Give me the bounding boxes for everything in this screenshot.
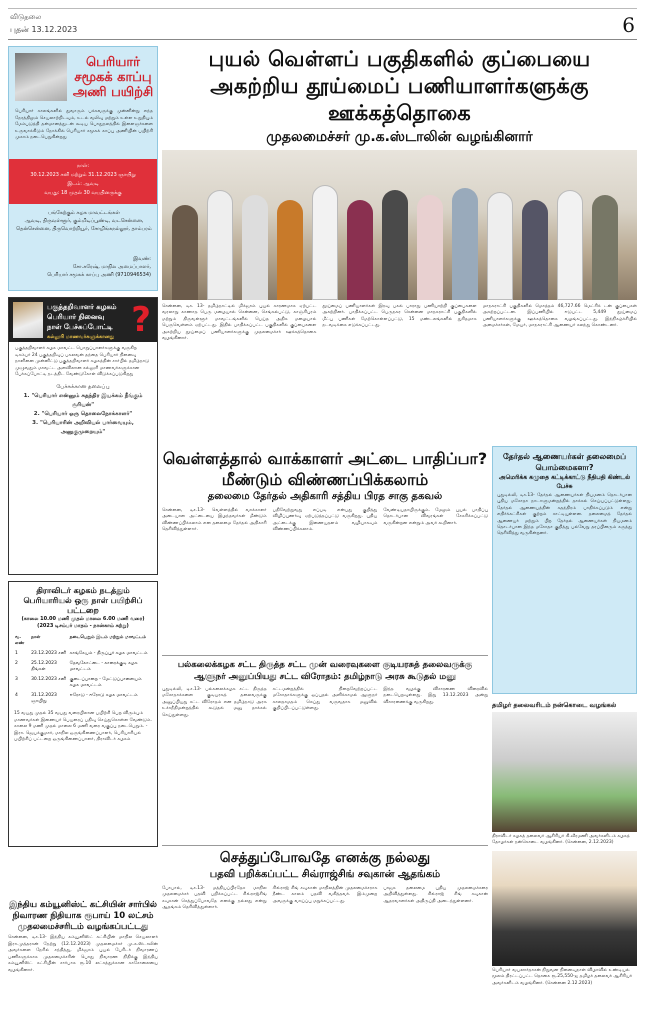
person-figure [347,200,373,300]
story-body [162,886,488,912]
workshop-notes: 15 வயது முதல் 35 வயது வரையிலான பயிற்சி பெற விரும்பும் மாணவர்கள் இணையர் பெயரைப் பதிவு செய்துகொள்ள வேண்டும். காலை 9 மணி முதல் மாலை 6 மணி வரை வகுப்பு நடைபெறும். - இரா. ஜெயக்குமார், மாநில ஒருங்கிணைப்பாளர், பெரியாரியல் பயிற்சிப் பட்டறை ஒருங்கிணைப்பாளர், திராவிடர் கழகம் [14,711,152,742]
text-column: பாஜக தலைமை புதிய முதலமைச்சரை அறிவித்துள்ளது. சிவ்ராஜ் சிங் சவுகான் ஆதரவாளர்கள் அதிருப்தி அடைந்துள்ளனர். [383,886,489,904]
photo-caption: பெரியார் வயலார்தாசன் நிறுவன நினைவுநாள் விழாவில் உண்டியல் மூலம் திரட்டப்பட்ட தொகை ரூ.25,550-ஐ தமிழர் தலைவர் ஆசிரியர் அவர்களிடம் வழங்கினர். (சென்னை 2.12.2023) [492,967,633,986]
text-column: சட்டமன்றத்தில் நிறைவேற்றப்பட்ட மசோதாக்களுக்கு ஒப்புதல் அளிக்காமல் ஆளுநர் காலதாமதம் செய்து வருவதாக மனுவில் குறிப்பிடப்பட்டுள்ளது. [272,687,378,712]
training-camp-notice [8,46,158,291]
table-cell: 30.12.2023 சனி [31,677,67,682]
box-body: புதுடில்லி, டிச.13- தேர்தல் ஆணையர்கள் நியமனம் தொடர்பான புதிய மசோதா நாடாளுமன்றத்தில் தாக்கல் செய்யப்பட்டுள்ளது. தேர்தல் ஆணையத்தின் சுதந்திரம் பாதிக்கப்படும் என்று எதிர்க்கட்சிகள் குற்றம் சாட்டியுள்ளன. தலைமைத் தேர்தல் ஆணையர் மற்றும் பிற தேர்தல் ஆணையர்கள் நியமனம் தொடர்பான இந்த மசோதா குறித்து பல்வேறு தரப்பினரும் கருத்து தெரிவித்து வருகின்றனர். [497,493,632,537]
topic-item: 3. "பெரியாரின் அறிவியல் பார்வையும், அனுகுமுறையும்" [32,419,134,435]
donation-photo [492,712,637,832]
table-cell: காங்கேயம் - திருப்பூர் கழக மாவட்டம் [69,651,148,656]
topic-item: 1. "பெரியார் என்னும் சுதந்திர இயக்கம் நீங்கும் சூரியன்" [23,392,143,408]
schedule-line: இடம்: ஆவடி [67,181,99,187]
table-cell: 4 [15,693,18,698]
contact-line: பெரியார் சமூகக் காப்பு அணி (9710946534) [47,272,151,278]
text-column: பதிவேற்றுவது எப்படி என்பது குறித்து விழிப்புணர்வு ஏற்படுத்தப்பட்டு வருகிறது. புதிய அட்டைக்கு இணையதளம் வழியாகவும் விண்ணப்பிக்கலாம். [272,508,378,533]
story-subheadline: தலைமை தேர்தல் அதிகாரி சத்திய பிரத சாகு தகவல் [207,491,443,502]
paper-name: விடுதலை [10,13,42,21]
workshop-title: திராவிடர் கழகம் நடத்தும் பெரியாரியல் ஒரு நாள் பயிற்சிப் பட்டறை [23,586,143,615]
table-cell: 31.12.2023 ஞாயிறு [31,693,57,704]
story-body [162,508,488,534]
person-figure [487,192,513,300]
workshop-time: (காலை 10.00 மணி முதல் மாலை 6.00 மணி வரை) [21,616,145,622]
header-line: கல்லூரி மாணவர்களுக்கானது [47,334,115,340]
districts-block [15,209,153,233]
table-cell: குடைப்பாறை - மேட்டுப்பாளையம் கழக மாவட்டம் [69,677,142,688]
column-header: நடைபெறும் இடம் மற்றும் மாவட்டம் [69,635,147,640]
issue-date: புதன் 13.12.2023 [10,25,78,34]
contact-block [47,255,151,279]
schedule-line: வயது: 18 முதல் 30 வயதினருக்கு [44,190,122,196]
text-column: இந்த வழக்கு விசாரணை விரைவில் நடைபெறவுள்ளது. இது 13.12.2023 அன்று விசாரணைக்கு வருகிறது. [383,687,489,705]
person-figure [417,195,443,300]
competition-text: பகுத்தறிவாளர் கழக மாவட்ட பொறுப்பாளர்களுக்கு வருகிற டிசம்பர் 24 பகுத்தறிவுப் பகலவன் தந்தை பெரியார் நினைவு நாளினை முன்னிட்டு பகுத்தறிவாளர் கழகத்தின் சார்பில் தமிழ்நாடு முழுவதும் மாவட்ட அளவிலான கல்லூரி மாணவர்களுக்கான பேச்சுப்போட்டி நடத்திட வேண்டுகோள் விடுக்கப்படுகிறது [15,346,150,377]
notice-title: பெரியார் சமூகக் காப்பு அணி பயிற்சி [72,55,154,100]
competition-header [9,298,157,342]
left-column [8,46,158,847]
story-body [162,687,488,719]
header-line: பகுத்தறிவாளர் கழகம் [47,303,117,311]
person-figure [312,185,338,300]
table-cell: 2 [15,661,18,666]
box-subheadline: அமெரிக்க கழுதை கட்டிக்காட்டு நீதிபதி கிண்டல் பேச்சு [498,474,631,490]
story-body: சென்னை, டிச.13- இந்திய கம்யூனிஸ்ட் கட்சியின் மாநில செயலாளர் இரா.முத்தரசன் நேற்று (12.12.2023) முதலமைச்சர் மு.க.ஸ்டாலின் அவர்களை நேரில் சந்தித்து, மிக்ஜாம் புயல் பேரிடர் நிவாரணப் பணிகளுக்காக முதலமைச்சரின் பொது நிவாரண நிதிக்கு இந்திய கம்யூனிஸ்ட் கட்சியின் சார்பாக ரூ.10 லட்சத்துக்கான காசோலையை வழங்கினார். [8,935,158,973]
university-bill-story [162,655,488,719]
lead-subheadline: முதலமைச்சர் மு.க.ஸ்டாலின் வழங்கினார் [266,129,533,145]
text-column: சிவ்ராஜ் சிங் சவுகான் மாநிலத்தின் முதலமைச்சராக நீண்ட காலம் பதவி வகித்தவர். இம்முறை அவருக்கு வாய்ப்பு மறுக்கப்பட்டது. [272,886,378,904]
person-figure [522,200,548,300]
districts-list: ஆவடி, திருவள்ளூர், கும்மிடிப்பூண்டி, வடசென்னை, தென்சென்னை, திருவொற்றியூர், சோழிங்கநல்லூர், தாம்பரம் [16,218,152,232]
election-commission-box [492,446,637,694]
text-column: போபால், டிச.13- மத்தியப்பிரதேச மாநில முதலமைச்சர் பதவி பறிக்கப்பட்ட சிவ்ராஜ்சிங் சவுகான் செத்துப்போவதே எனக்கு நல்லது என்று ஆதங்கம் தெரிவித்துள்ளார். [162,886,267,911]
workshop-table [14,633,152,707]
story-headline: பல்கலைக்கழக சட்ட திருத்த சட்ட முன் வரைவுகளை குடியரசுத் தலைவருக்கு ஆளுநர் அனுப்பியது சட்ட விரோதம்: தமிழ்நாடு அரசு கூடுதல் மனு [177,660,473,682]
speech-competition-notice [8,297,158,575]
person-figure [592,195,618,300]
table-cell: ஈரோடு - ஈரோடு கழக மாவட்டம் [69,693,138,698]
story-headline: செத்துப்போவதே எனக்கு நல்லது [219,850,431,866]
competition-body [9,342,157,441]
person-figure [277,200,303,300]
contact-line: சோ.சுரேஷ், மாநில அமைப்பாளர், [72,264,151,270]
notice-body: பெரியார் காலங்களில் துவாரும் பக்கவருக்கு முன்னின்று எந்த நேரத்திலும் செயலாற்றிடவும், உடல் வலிவு மற்றும் உள்ள உறுதியும் மேம்படுத்தி தன்மானத்துடன் கூடிய பொதுநலத்தில் இளைஞர்களை உருவாக்கிடும் நோக்கில் பெரியார் சமூகக் காப்பு அணியின் பயிற்சி முகாம் நடைபெறுகின்றது [15,109,153,140]
lead-story [162,46,637,342]
text-column: புதுடில்லி, டிச.13- பல்கலைக்கழக சட்ட திருத்த மசோதாக்களை குடியரசுத் தலைவருக்கு அனுப்பியது சட்ட விரோதம் என தமிழ்நாடு அரசு உச்சநீதிமன்றத்தில் கூடுதல் மனு தாக்கல் செய்துள்ளது. [162,687,267,718]
table-row [14,691,152,707]
person-figure [382,190,408,300]
person-figure [242,195,268,300]
lead-photo [162,150,637,300]
lead-headline: புயல் வெள்ளப் பகுதிகளில் குப்பையை அகற்றிய தூய்மைப் பணியாளர்களுக்கு ஊக்கத்தொகை [208,47,591,125]
topics-list [15,383,151,437]
person-figure [557,190,583,300]
voter-id-story [162,448,488,534]
table-header-row [14,633,152,649]
column-header: நாள் [31,635,41,640]
page-number: 6 [622,13,635,37]
cpi-relief-story [8,900,158,974]
topic-item: 2. "பெரியார் ஒரு தொலைநோக்காளர்" [33,410,133,417]
table-cell: 25.12.2023 திங்கள் [31,661,57,672]
table-row [14,675,152,691]
table-cell: 1 [15,651,18,656]
competition-title [47,302,117,342]
periyar-portrait [15,53,67,101]
schedule-line: நாள்: [76,163,90,169]
text-column: சென்னை, டிச.13- வெள்ளத்தில் வாக்காளர் அடையாள அட்டையை இழந்தவர்கள் மீண்டும் விண்ணப்பிக்கலாம் என தலைமை தேர்தல் அதிகாரி தெரிவித்துள்ளார். [162,508,267,533]
header-line: நாள் பேச்சுப்போட்டி [47,323,113,331]
header-line: பெரியார் நினைவு [47,313,105,321]
topics-title: பேச்சுக்கான தலைப்பு [56,383,110,390]
right-column [492,446,637,987]
photo-caption-title: தமிழர் தலைவரிடம் நன்கொடை வழங்கல் [492,701,617,709]
table-cell: 3 [15,677,18,682]
event-photo [492,851,637,966]
portrait [13,302,43,338]
schedule-line: 30.12.2023 சனி மற்றும் 31.12.2023 ஞாயிறு [30,172,136,178]
lead-body [162,304,637,342]
workshop-month: (2023 டிசம்பர் மாதம் - நான்காம் சுற்று) [37,623,129,629]
text-column: வேண்டியதாயிருக்கும். மேலும் புயல் பாதிப்பு தொடர்பான விவரங்கள் சேகரிக்கப்பட்டு வருகின்றன என்றும் அவர் கூறினார். [383,508,489,526]
story-subheadline: பதவி பறிக்கப்பட்ட சிவ்ராஜ்சிங் சவுகான் ஆதங்கம் [209,869,441,880]
table-cell: தேவகோட்டை - காரைக்குடி கழக மாவட்டம் [69,661,138,672]
masthead [8,8,637,40]
person-figure [172,205,198,300]
schedule-band [9,159,157,204]
column-header: வ. எண் [15,635,25,646]
box-headline: தேர்தல் ஆணையர்கள் தலைமைப் பொம்மைகளா? [502,452,627,472]
text-column: தூய்மைப் பணியாளர்கள் இரவு பகல் பாராது பணியாற்றி குப்பைகளை அகற்றினர். பாதிக்கப்பட்ட பெருநகர சென்னை மாநகராட்சி பகுதிகளில் மீட்பு பணிகள் மேற்கொள்ளப்பட்டு, 15 மண்டலங்களில் துரிதமாக நடவடிக்கை எடுக்கப்பட்டது. [322,304,477,329]
story-headline: இந்திய கம்யூனிஸ்ட் கட்சியின் சார்பில் நிவாரண நிதியாக ரூபாய் 10 லட்சம் முதலமைச்சரிடம் வழங்கப்பட்டது [9,900,157,932]
person-figure [207,190,233,300]
question-mark-icon: ? [131,300,151,340]
person-figure [452,188,478,300]
shivraj-chouhan-story [162,845,488,912]
story-headline: வெள்ளத்தால் வாக்காளர் அட்டை பாதிப்பா? மீண்டும் விண்ணப்பிக்கலாம் [162,449,488,489]
workshop-schedule [8,581,158,847]
text-column: மாநகராட்சி பகுதிகளில் மொத்தம் 46,727.66 மெட்ரிக் டன் குப்பைகள் அகற்றப்பட்டன. இப்பணியில் ஈடுபட்ட 5,449 தூய்மைப் பணியாளர்களுக்கு ஊக்கத்தொகை வழங்கப்பட்டது. இந்நிகழ்ச்சியில் அமைச்சர்கள், மேயர், மாநகராட்சி ஆணையர் கலந்து கொண்டனர். [482,304,637,329]
table-row [14,649,152,659]
table-row [14,659,152,675]
districts-title: பங்கேற்கும் கழக மாவட்டங்கள் [48,210,120,216]
contact-line: இவண்: [133,256,151,262]
text-column: சென்னை, டிச. 13- தமிழ்நாட்டில் மிக்ஜாம் புயல் காரணமாக ஏற்பட்ட வரலாறு காணாத பெரு மழையால் சென்னை, செங்கல்பட்டு, காஞ்சிபுரம் மற்றும் திருவள்ளூர் மாவட்டங்களில் பெய்த அதிக மழையால் பெருவெள்ளம் ஏற்பட்டது. இதில் பாதிக்கப்பட்ட பகுதிகளில் குப்பைகளை அகற்றிய தூய்மைப் பணியாளர்களுக்கு முதலமைச்சர் ஊக்கத்தொகை வழங்கினார். [162,304,317,342]
photo-caption: திராவிடர் கழகத் தலைவர் ஆசிரியர் கி.வீரமணி அவர்களிடம் கழகத் தோழர்கள் நன்கொடை வழங்கினர். (சென்னை, 2.12.2023) [492,834,630,846]
table-cell: 23.12.2023 சனி [31,651,67,656]
